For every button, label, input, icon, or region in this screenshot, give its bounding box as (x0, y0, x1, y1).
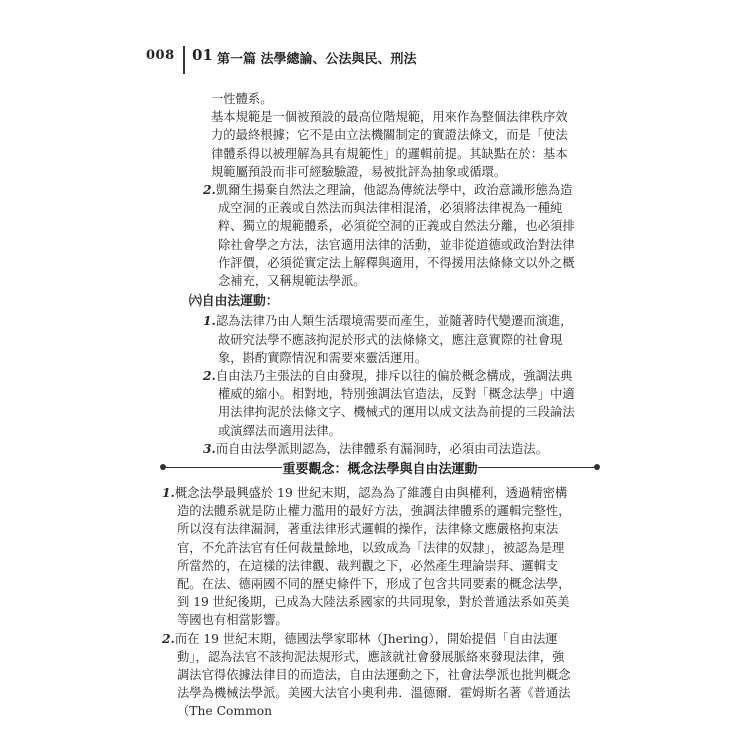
divider-dot-right (594, 464, 600, 470)
kelsen-item-2 (203, 181, 579, 290)
chapter-title: 第一篇 法學總論、公法與民、刑法 (217, 52, 417, 67)
concept-item-2 (162, 630, 576, 721)
item-number: 2. (203, 182, 216, 198)
item-text: 認為法律乃由人類生活環境需要而產生，並隨著時代變遷而演進，故研究法學不應該拘泥於形式的法條條文，應注意實際的社會現象，斟酌實際情況和需要來靈活運用。 (215, 314, 573, 365)
item-text: 而自由法學派則認為，法律體系有漏洞時，必須由司法造法。 (215, 441, 548, 456)
section-heading-free-law: ㈥自由法運動： (189, 294, 279, 310)
running-header (146, 46, 616, 72)
divider-line-right (478, 467, 594, 468)
item-number: 1. (203, 313, 216, 329)
continuation-line: 一性體系。 (211, 92, 273, 106)
concept-item-1 (162, 484, 576, 630)
basic-norm-paragraph: 基本規範是一個被預設的最高位階規範，用來作為整個法律秩序效力的最終根據；它不是由立法機關制定的實證法條文，而是「使法律體系得以被理解為具有規範性」的邏輯前提。其缺點在於：基本規範屬預設而非可經驗驗證，易被批評為抽象或循環。 (211, 110, 568, 179)
important-concept-block (162, 484, 576, 721)
free-law-item-2 (203, 367, 579, 440)
upper-text-block (189, 90, 579, 458)
header-divider (183, 46, 185, 74)
important-concept-title: 重要觀念：概念法學與自由法運動 (282, 462, 478, 477)
item-number: 2. (203, 368, 216, 384)
important-concept-divider (160, 458, 600, 478)
item-text: 自由法乃主張法的自由發現，排斥以往的偏於概念構成，強調法典權威的縮小。相對地，特別強調法官造法，反對「概念法學」中適用法律拘泥於法條文字、機械式的運用以成文法為前提的三段論法或演繹法而適用法律。 (215, 369, 575, 438)
item-number: 1. (162, 485, 175, 500)
item-number: 3. (203, 440, 216, 456)
free-law-item-1 (203, 312, 579, 367)
item-text: 概念法學最興盛於 19 世紀末期，認為為了維護自由與權利，透過精密構造的法體系就是防止權力濫用的最好方法，強調法律體系的邏輯完整性，所以沒有法律漏洞，著重法律形式邏輯的操作，法律條文應嚴格拘束法官，不允許法官有任何裁量餘地，以致成為「法律的奴隸」，被認為是理所當然的，在這樣的法律觀、裁判觀之下，必然產生理論崇拜、邏輯支配。在法、德兩國不同的歷史條件下，形成了包含共同要素的概念法學，到 19 世紀後期，已成為大陸法系國家的共同現象，對於普通法系如英美等國也有相當影響。 (174, 486, 571, 628)
item-text: 而在 19 世紀末期，德國法學家耶林（Jhering），開始提倡「自由法運動」，認為法官不該拘泥法規形式，應該就社會發展脈絡來發現法律，強調法官得依據法律目的而造法，自由法運動之下，社會法學派也批判概念法學為機械法學派。美國大法官小奧利弗．溫德爾．霍姆斯名著《普通法（The Common (174, 631, 571, 719)
divider-line-left (166, 467, 282, 468)
free-law-item-3 (203, 440, 579, 458)
item-number: 2. (162, 630, 175, 646)
item-text: 凱爾生揚棄自然法之理論，他認為傳統法學中，政治意識形態為造成空洞的正義或自然法而與法律相混淆，必須將法律視為一種純粹、獨立的規範體系，必須從空洞的正義或自然法分離，也必須排除社會學之方法，法官適用法律的活動，並非從道德或政治對法律作評價，必須從實定法上解釋與適用，不得援用法條條文以外之概念補充，又稱規範法學派。 (215, 183, 575, 289)
chapter-number: 01 (192, 46, 213, 64)
page-number: 008 (146, 48, 175, 63)
